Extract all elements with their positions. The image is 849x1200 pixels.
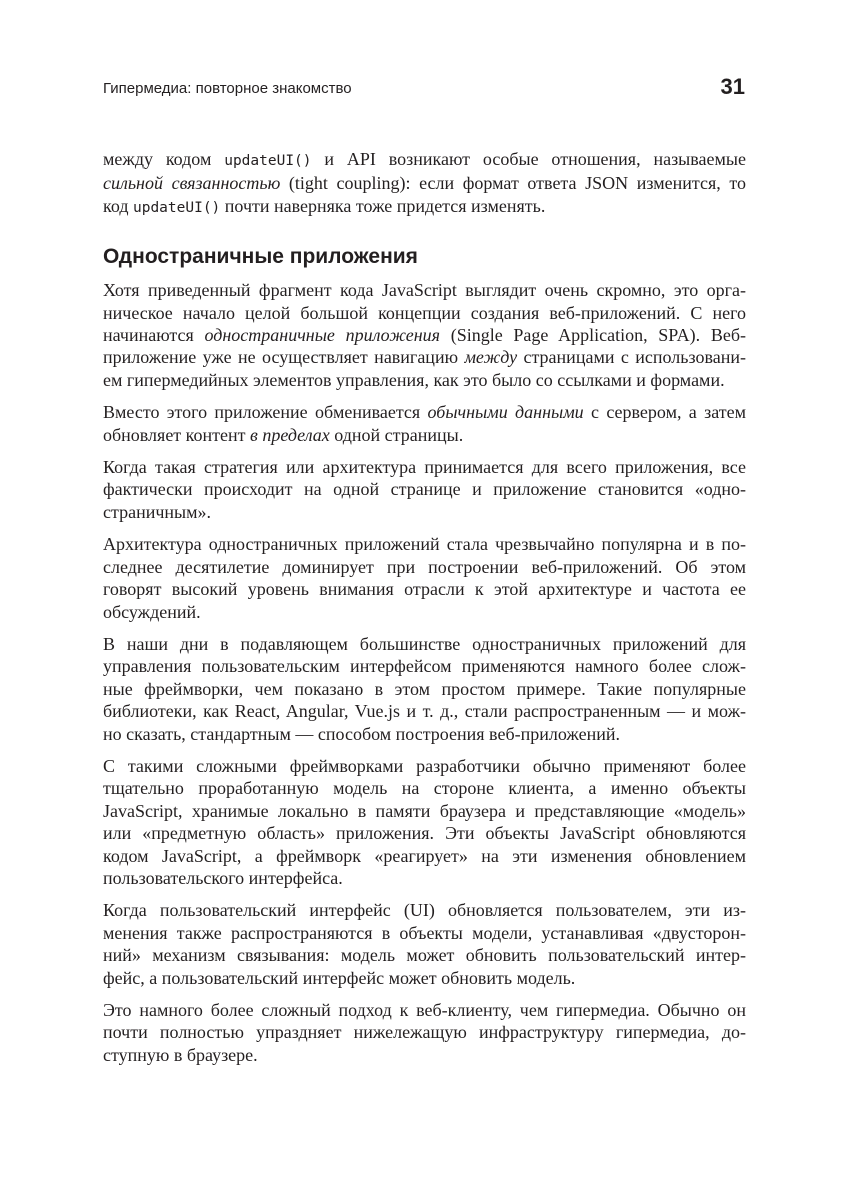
text-line [103, 867, 746, 889]
text-line [103, 279, 746, 301]
text-segment: пользовательского интерфейса. [103, 867, 343, 888]
text-line [103, 346, 746, 368]
text-line [103, 700, 746, 722]
paragraph [103, 456, 746, 523]
paragraph [103, 279, 746, 391]
paragraph [103, 999, 746, 1066]
text-segment: говорят высокий уровень внимания отрасли к этой архитектуре и частота ее [103, 579, 746, 600]
text-line [103, 723, 746, 745]
text-line [103, 369, 746, 391]
text-line [103, 777, 746, 799]
text-line [103, 655, 746, 677]
inline-code: updateUI() [132, 199, 221, 216]
text-line [103, 533, 746, 555]
text-segment: страничным». [103, 501, 211, 522]
text-line [103, 967, 746, 989]
page-body [103, 148, 746, 1076]
text-segment: с сервером, а затем [583, 402, 746, 423]
text-line [103, 1021, 746, 1043]
text-segment: менения также распространяются в объекты модели, устанавливая «двусторон- [103, 922, 746, 943]
text-segment: или «предметную область» приложения. Эти объекты JavaScript обновляются [103, 823, 746, 844]
text-line [103, 172, 746, 194]
text-segment: (Single Page Application, SPA). Веб- [440, 325, 747, 346]
text-segment: (tight coupling): если формат ответа JSON изменится, то [280, 173, 746, 194]
paragraph [103, 755, 746, 889]
text-line [103, 944, 746, 966]
text-segment: ническое начало целой большой концепции создания веб-приложений. С него [103, 302, 746, 323]
text-line [103, 148, 746, 172]
paragraph [103, 633, 746, 745]
text-segment: JavaScript, хранимые локально в памяти браузера и представляющие «модель» [103, 800, 746, 821]
paragraph [103, 401, 746, 446]
text-line [103, 1044, 746, 1066]
text-line [103, 195, 746, 219]
emphasis-text: обычными данными [427, 402, 584, 423]
emphasis-text: в пределах [250, 424, 330, 445]
text-line [103, 501, 746, 523]
text-line [103, 999, 746, 1021]
inline-code: updateUI() [224, 153, 312, 169]
text-line [103, 556, 746, 578]
text-segment: Вместо этого приложение обменивается [103, 402, 428, 423]
text-segment: Когда такая стратегия или архитектура принимается для всего приложения, все [103, 457, 746, 478]
text-line [103, 922, 746, 944]
text-line [103, 401, 746, 423]
text-segment: ные фреймворки, чем показано в этом простом примере. Такие популярные [103, 678, 746, 699]
text-segment: код [103, 195, 133, 216]
paragraph [103, 533, 746, 623]
text-segment: но сказать, стандартным — способом построения веб-приложений. [103, 723, 620, 744]
text-segment: Хотя приведенный фрагмент кода JavaScript выглядит очень скромно, это орга- [103, 280, 746, 301]
text-segment: страницами с использовани- [517, 347, 746, 368]
text-segment: В наши дни в подавляющем большинстве одностраничных приложений для [103, 633, 746, 654]
text-segment: ний» механизм связывания: модель может обновить пользовательский интер- [103, 945, 746, 966]
text-line [103, 755, 746, 777]
emphasis-text: сильной связанностью [103, 173, 281, 194]
text-segment: приложение уже не осуществляет навигацию [103, 347, 465, 368]
text-line [103, 822, 746, 844]
paragraph [103, 899, 746, 989]
text-segment: управления пользовательским интерфейсом применяются намного более слож- [103, 656, 746, 677]
text-segment: почти полностью упраздняет нижележащую инфраструктуру гипермедиа, до- [103, 1022, 746, 1043]
text-segment: между кодом [103, 149, 225, 169]
text-line [103, 456, 746, 478]
text-segment: тщательно проработанную модель на стороне клиента, а именно объекты [103, 778, 746, 799]
section-heading: Одностраничные приложения [103, 245, 418, 269]
text-line [103, 478, 746, 500]
text-segment: следнее десятилетие доминирует при построении веб-приложений. Об этом [103, 556, 746, 577]
text-line [103, 324, 746, 346]
text-segment: Архитектура одностраничных приложений стала чрезвычайно популярна и в по- [103, 534, 746, 555]
text-segment: обсуждений. [103, 601, 201, 622]
text-line [103, 302, 746, 324]
text-segment: библиотеки, как React, Angular, Vue.js и т. д., стали распространенным — и мож- [103, 701, 746, 722]
text-line [103, 633, 746, 655]
text-segment: почти наверняка тоже придется изменять. [220, 195, 546, 216]
text-line [103, 800, 746, 822]
text-line [103, 678, 746, 700]
text-segment: обновляет контент [103, 424, 250, 445]
text-segment: Это намного более сложный подход к веб-клиенту, чем гипермедиа. Обычно он [103, 1000, 746, 1020]
text-segment: ем гипермедийных элементов управления, как это было со ссылками и формами. [103, 369, 725, 390]
running-header-title: Гипермедиа: повторное знакомство [103, 80, 352, 97]
text-segment: одной страницы. [329, 424, 464, 445]
paragraph [103, 148, 746, 219]
text-segment: ступную в браузере. [103, 1044, 258, 1065]
text-segment: фактически происходит на одной странице и приложение становится «одно- [103, 479, 746, 500]
text-segment: С такими сложными фреймворками разработчики обычно применяют более [103, 755, 746, 776]
text-segment: кодом JavaScript, а фреймворк «реагирует» на эти изменения обновлением [103, 845, 746, 866]
text-segment: и API возникают особые отношения, называемые [311, 149, 746, 169]
page-number: 31 [720, 74, 745, 99]
text-line [103, 424, 746, 446]
text-segment: Когда пользовательский интерфейс (UI) обновляется пользователем, эти из- [103, 900, 746, 921]
text-line [103, 899, 746, 921]
emphasis-text: между [464, 347, 518, 368]
text-line [103, 578, 746, 600]
text-segment: фейс, а пользовательский интерфейс может обновить модель. [103, 967, 576, 988]
text-segment: начинаются [103, 325, 205, 346]
text-line [103, 845, 746, 867]
text-line [103, 601, 746, 623]
emphasis-text: одностраничные приложения [204, 325, 441, 346]
